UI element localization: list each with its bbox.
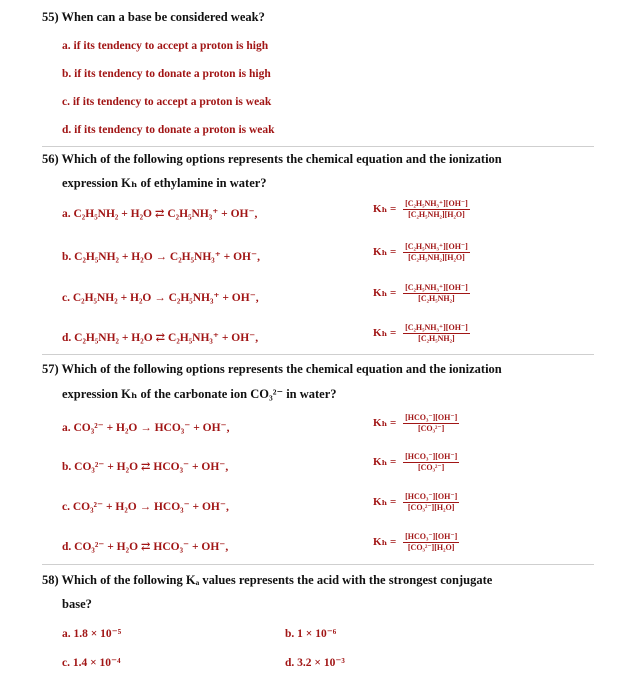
divider bbox=[42, 354, 594, 355]
k-numerator: [HCO₃⁻][OH⁻] bbox=[405, 452, 458, 461]
q58-option-c[interactable]: c. 1.4 × 10⁻⁴ bbox=[62, 657, 121, 669]
option-equation: C₂H₅NH₂ + H₂O ⇄ C₂H₅NH₃⁺ + OH⁻, bbox=[74, 332, 259, 344]
q58-option-b[interactable]: b. 1 × 10⁻⁶ bbox=[285, 628, 337, 640]
k-symbol: Kₕ = bbox=[373, 417, 397, 430]
option-equation: C₂H₅NH₂ + H₂O ⇄ C₂H₅NH₃⁺ + OH⁻, bbox=[73, 208, 258, 220]
q55-option-a[interactable]: a. if its tendency to accept a proton is high bbox=[62, 40, 269, 52]
k-denominator: [C₂H₅NH₂][H₂O] bbox=[408, 253, 465, 262]
q58-option-d[interactable]: d. 3.2 × 10⁻³ bbox=[285, 657, 345, 669]
q57-option-a[interactable] bbox=[62, 420, 229, 434]
q57-option-d[interactable] bbox=[62, 539, 228, 553]
q58-option-a[interactable]: a. 1.8 × 10⁻⁵ bbox=[62, 628, 122, 640]
q56-option-a[interactable] bbox=[62, 206, 257, 220]
option-label: d. bbox=[62, 332, 72, 344]
q57-option-d-expression bbox=[373, 532, 459, 553]
q57-option-c-expression bbox=[373, 492, 459, 513]
k-symbol: Kₕ = bbox=[373, 246, 397, 259]
k-denominator: [CO₃²⁻][H₂O] bbox=[407, 543, 455, 552]
q57-question-line2: expression Kₕ of the carbonate ion CO₃²⁻ in water? bbox=[62, 387, 337, 401]
k-symbol: Kₕ = bbox=[373, 287, 397, 300]
option-label: c. bbox=[62, 501, 70, 513]
option-label: a. bbox=[62, 208, 71, 220]
q57-question-line1: 57) Which of the following options represents the chemical equation and the ionization bbox=[42, 362, 502, 376]
option-label: c. bbox=[62, 292, 70, 304]
option-label: d. bbox=[62, 541, 72, 553]
divider bbox=[42, 564, 594, 565]
q56-option-b-expression bbox=[373, 242, 470, 263]
option-label: a. bbox=[62, 422, 71, 434]
q56-option-d-expression bbox=[373, 323, 470, 344]
k-numerator: [HCO₃⁻][OH⁻] bbox=[405, 532, 458, 541]
option-label: b. bbox=[62, 251, 72, 263]
q55-option-d[interactable]: d. if its tendency to donate a proton is weak bbox=[62, 124, 275, 136]
option-equation: C₂H₅NH₂ + H₂O → C₂H₅NH₃⁺ + OH⁻, bbox=[74, 251, 260, 263]
q56-option-c-expression bbox=[373, 283, 470, 304]
option-equation: CO₃²⁻ + H₂O ⇄ HCO₃⁻ + OH⁻, bbox=[74, 461, 229, 473]
q55-option-b[interactable]: b. if its tendency to donate a proton is high bbox=[62, 68, 271, 80]
k-denominator: [CO₃²⁻] bbox=[417, 424, 445, 433]
q56-question-line2: expression Kₕ of ethylamine in water? bbox=[62, 176, 267, 190]
option-equation: CO₃²⁻ + H₂O → HCO₃⁻ + OH⁻, bbox=[73, 422, 230, 434]
k-numerator: [C₂H₅NH₃⁺][OH⁻] bbox=[405, 199, 468, 208]
k-denominator: [C₂H₅NH₂] bbox=[418, 294, 455, 303]
k-numerator: [C₂H₅NH₃⁺][OH⁻] bbox=[405, 323, 468, 332]
q56-option-b[interactable] bbox=[62, 249, 260, 263]
option-equation: CO₃²⁻ + H₂O → HCO₃⁻ + OH⁻, bbox=[72, 501, 229, 513]
k-denominator: [CO₃²⁻] bbox=[417, 463, 445, 472]
q58-question-line1: 58) Which of the following Kₐ values represents the acid with the strongest conjugate bbox=[42, 573, 493, 587]
option-label: b. bbox=[62, 461, 72, 473]
q57-option-b[interactable] bbox=[62, 459, 228, 473]
k-symbol: Kₕ = bbox=[373, 536, 397, 549]
k-numerator: [HCO₃⁻][OH⁻] bbox=[405, 492, 458, 501]
q58-question-line2: base? bbox=[62, 597, 92, 611]
k-numerator: [C₂H₅NH₃⁺][OH⁻] bbox=[405, 283, 468, 292]
q57-option-b-expression bbox=[373, 452, 459, 473]
option-equation: CO₃²⁻ + H₂O ⇄ HCO₃⁻ + OH⁻, bbox=[74, 541, 229, 553]
k-symbol: Kₕ = bbox=[373, 203, 397, 216]
k-denominator: [C₂H₅NH₂] bbox=[418, 334, 455, 343]
k-denominator: [CO₃²⁻][H₂O] bbox=[407, 503, 455, 512]
q56-option-d[interactable] bbox=[62, 330, 258, 344]
k-denominator: [C₂H₅NH₂][H₂O] bbox=[408, 210, 465, 219]
q55-option-c[interactable]: c. if its tendency to accept a proton is weak bbox=[62, 96, 272, 108]
k-numerator: [HCO₃⁻][OH⁻] bbox=[405, 413, 458, 422]
q56-option-a-expression bbox=[373, 199, 470, 220]
q57-option-c[interactable] bbox=[62, 499, 229, 513]
divider bbox=[42, 146, 594, 147]
q56-option-c[interactable] bbox=[62, 290, 259, 304]
k-numerator: [C₂H₅NH₃⁺][OH⁻] bbox=[405, 242, 468, 251]
option-equation: C₂H₅NH₂ + H₂O → C₂H₅NH₃⁺ + OH⁻, bbox=[72, 292, 259, 304]
q56-question-line1: 56) Which of the following options represents the chemical equation and the ionization bbox=[42, 152, 502, 166]
q57-option-a-expression bbox=[373, 413, 459, 434]
q55-question: 55) When can a base be considered weak? bbox=[42, 10, 265, 24]
k-symbol: Kₕ = bbox=[373, 456, 397, 469]
k-symbol: Kₕ = bbox=[373, 327, 397, 340]
k-symbol: Kₕ = bbox=[373, 496, 397, 509]
